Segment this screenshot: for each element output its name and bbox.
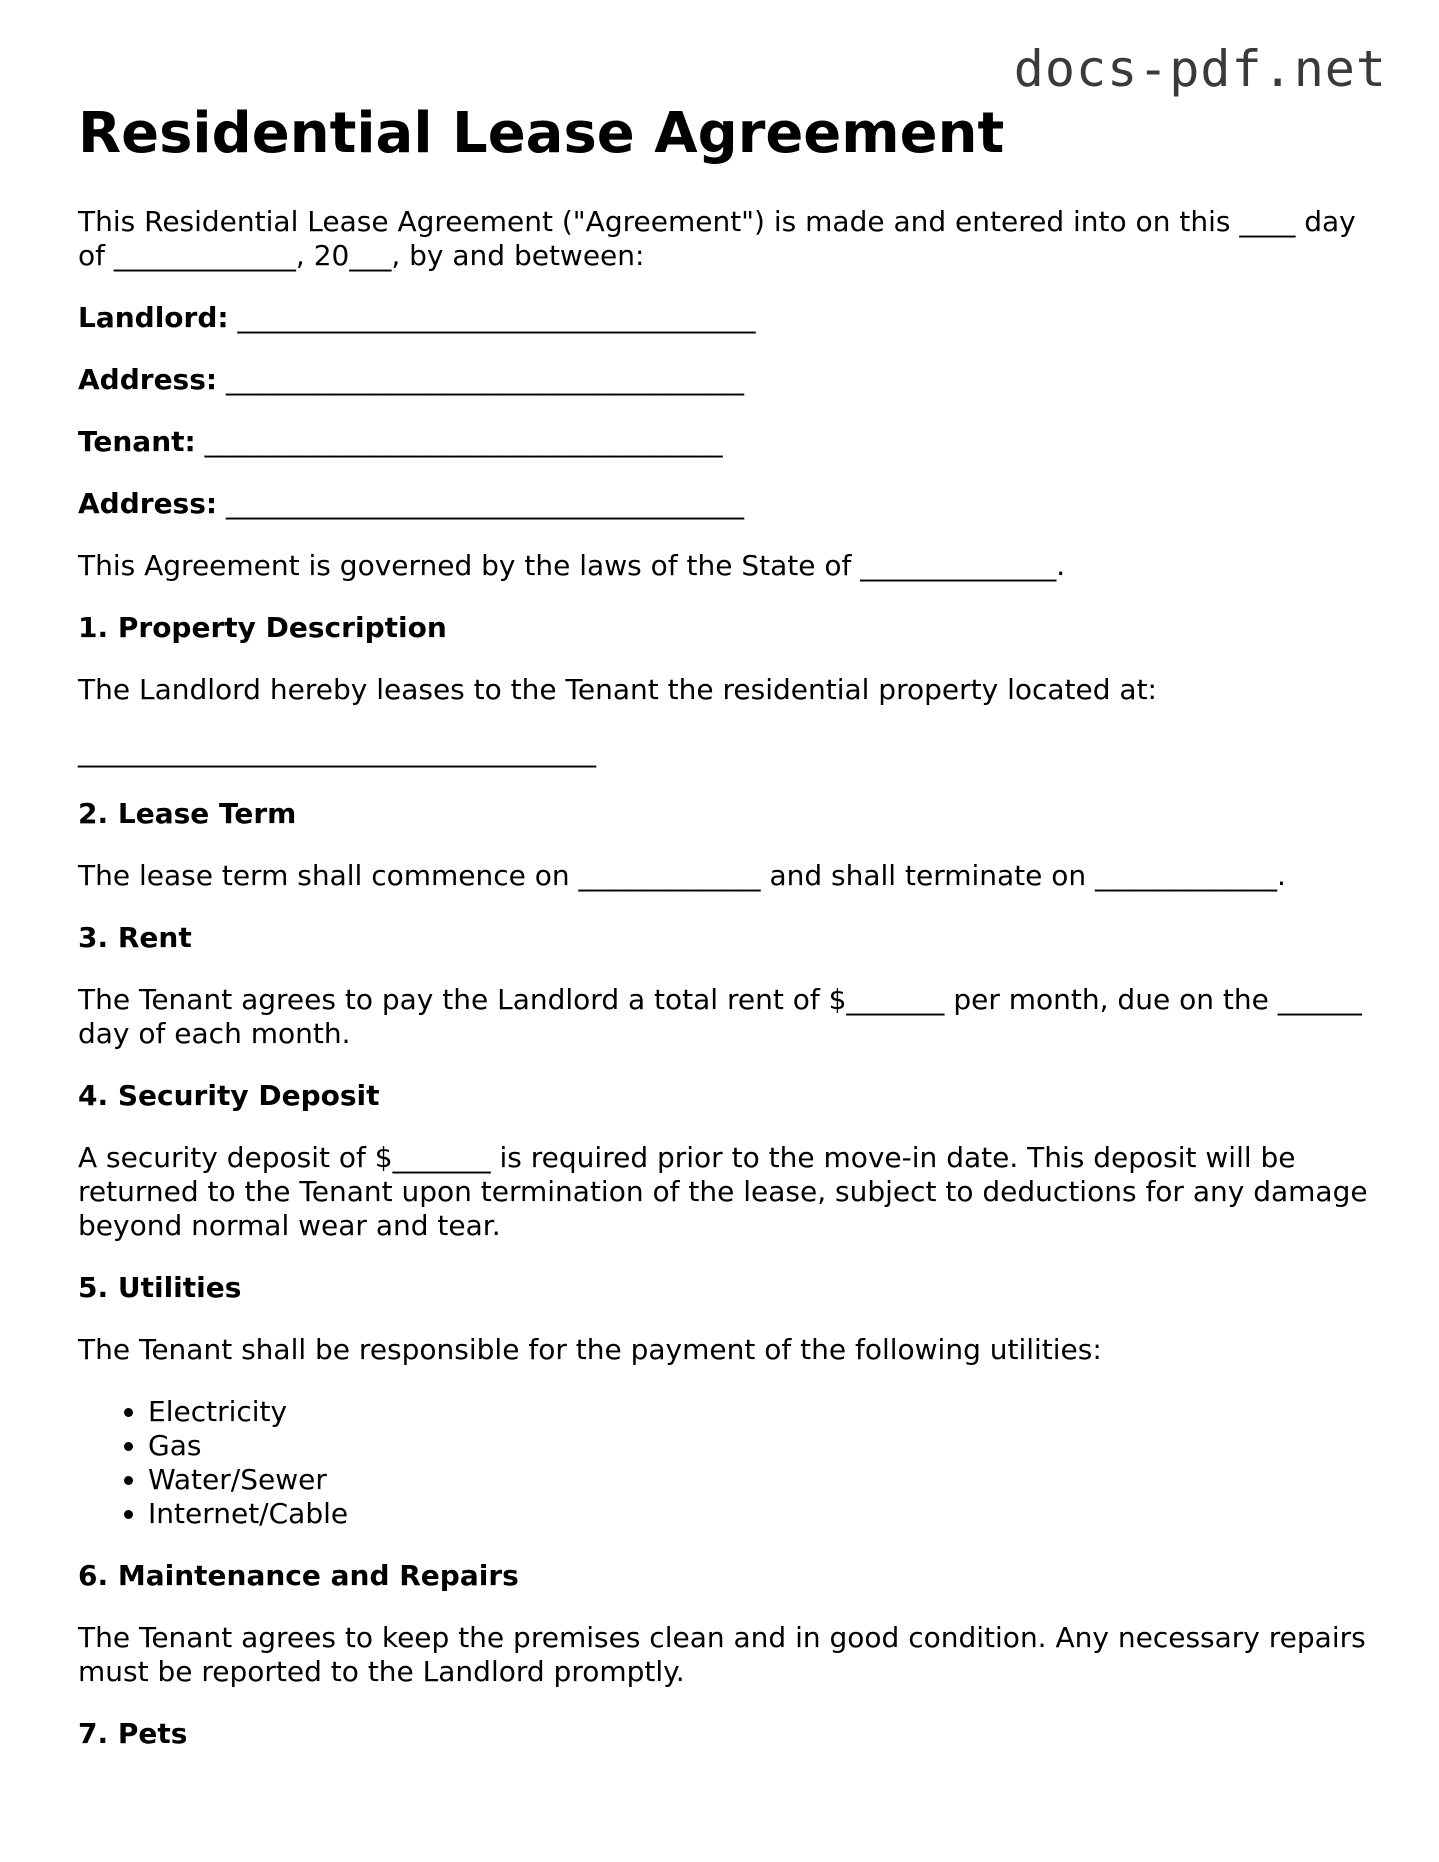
section-text-term: The lease term shall commence on _____________ and shall terminate on _____________. — [78, 859, 1286, 893]
field-blank: _____________________________________ — [226, 487, 744, 521]
watermark: docs-pdf.net — [1013, 40, 1387, 98]
field-blank: _____________________________________ — [204, 425, 723, 459]
section-heading-term: 2. Lease Term — [78, 797, 297, 831]
section-heading-deposit: 4. Security Deposit — [78, 1079, 380, 1113]
field-blank: _____________________________________ — [226, 363, 744, 397]
section-heading-property: 1. Property Description — [78, 611, 447, 645]
list-item: • Electricity — [148, 1395, 1368, 1429]
section-heading-maintenance: 6. Maintenance and Repairs — [78, 1559, 519, 1593]
field-label: Tenant: — [78, 425, 196, 459]
tenant-address-field — [78, 487, 1368, 521]
list-item: • Internet/Cable — [148, 1497, 1368, 1531]
landlord-address-field — [78, 363, 1368, 397]
field-label: Address: — [78, 487, 218, 521]
document-page — [78, 100, 1368, 1751]
section-text-property: The Landlord hereby leases to the Tenant the residential property located at: — [78, 673, 1157, 707]
section-heading-utilities: 5. Utilities — [78, 1271, 242, 1305]
governing-law: This Agreement is governed by the laws of the State of ______________. — [78, 549, 1066, 583]
section-heading-pets: 7. Pets — [78, 1717, 188, 1751]
document-title: Residential Lease Agreement — [78, 101, 1005, 166]
section-text-rent: The Tenant agrees to pay the Landlord a total rent of $_______ per month, due on the ______ day of each month. — [78, 983, 1362, 1051]
section-heading-rent: 3. Rent — [78, 921, 192, 955]
property-address-blank: _____________________________________ — [78, 735, 596, 769]
list-item: • Gas — [148, 1429, 1368, 1463]
utilities-list — [78, 1395, 1368, 1531]
section-text-deposit: A security deposit of $_______ is required prior to the move-in date. This deposit will be returned to the Tenant upon termination of the lease, subject to deductions for any damage beyond normal wear and tear. — [78, 1141, 1368, 1243]
field-label: Landlord: — [78, 301, 229, 335]
section-text-maintenance: The Tenant agrees to keep the premises clean and in good condition. Any necessary repairs must be reported to the Landlord promptly. — [78, 1621, 1366, 1689]
tenant-field — [78, 425, 1368, 459]
field-blank: _____________________________________ — [237, 301, 756, 335]
section-text-utilities: The Tenant shall be responsible for the payment of the following utilities: — [78, 1333, 1102, 1367]
field-label: Address: — [78, 363, 218, 397]
intro-paragraph: This Residential Lease Agreement ("Agreement") is made and entered into on this ____ day of _____________, 20___, by and between: — [78, 205, 1356, 273]
list-item: • Water/Sewer — [148, 1463, 1368, 1497]
landlord-field — [78, 301, 1368, 335]
